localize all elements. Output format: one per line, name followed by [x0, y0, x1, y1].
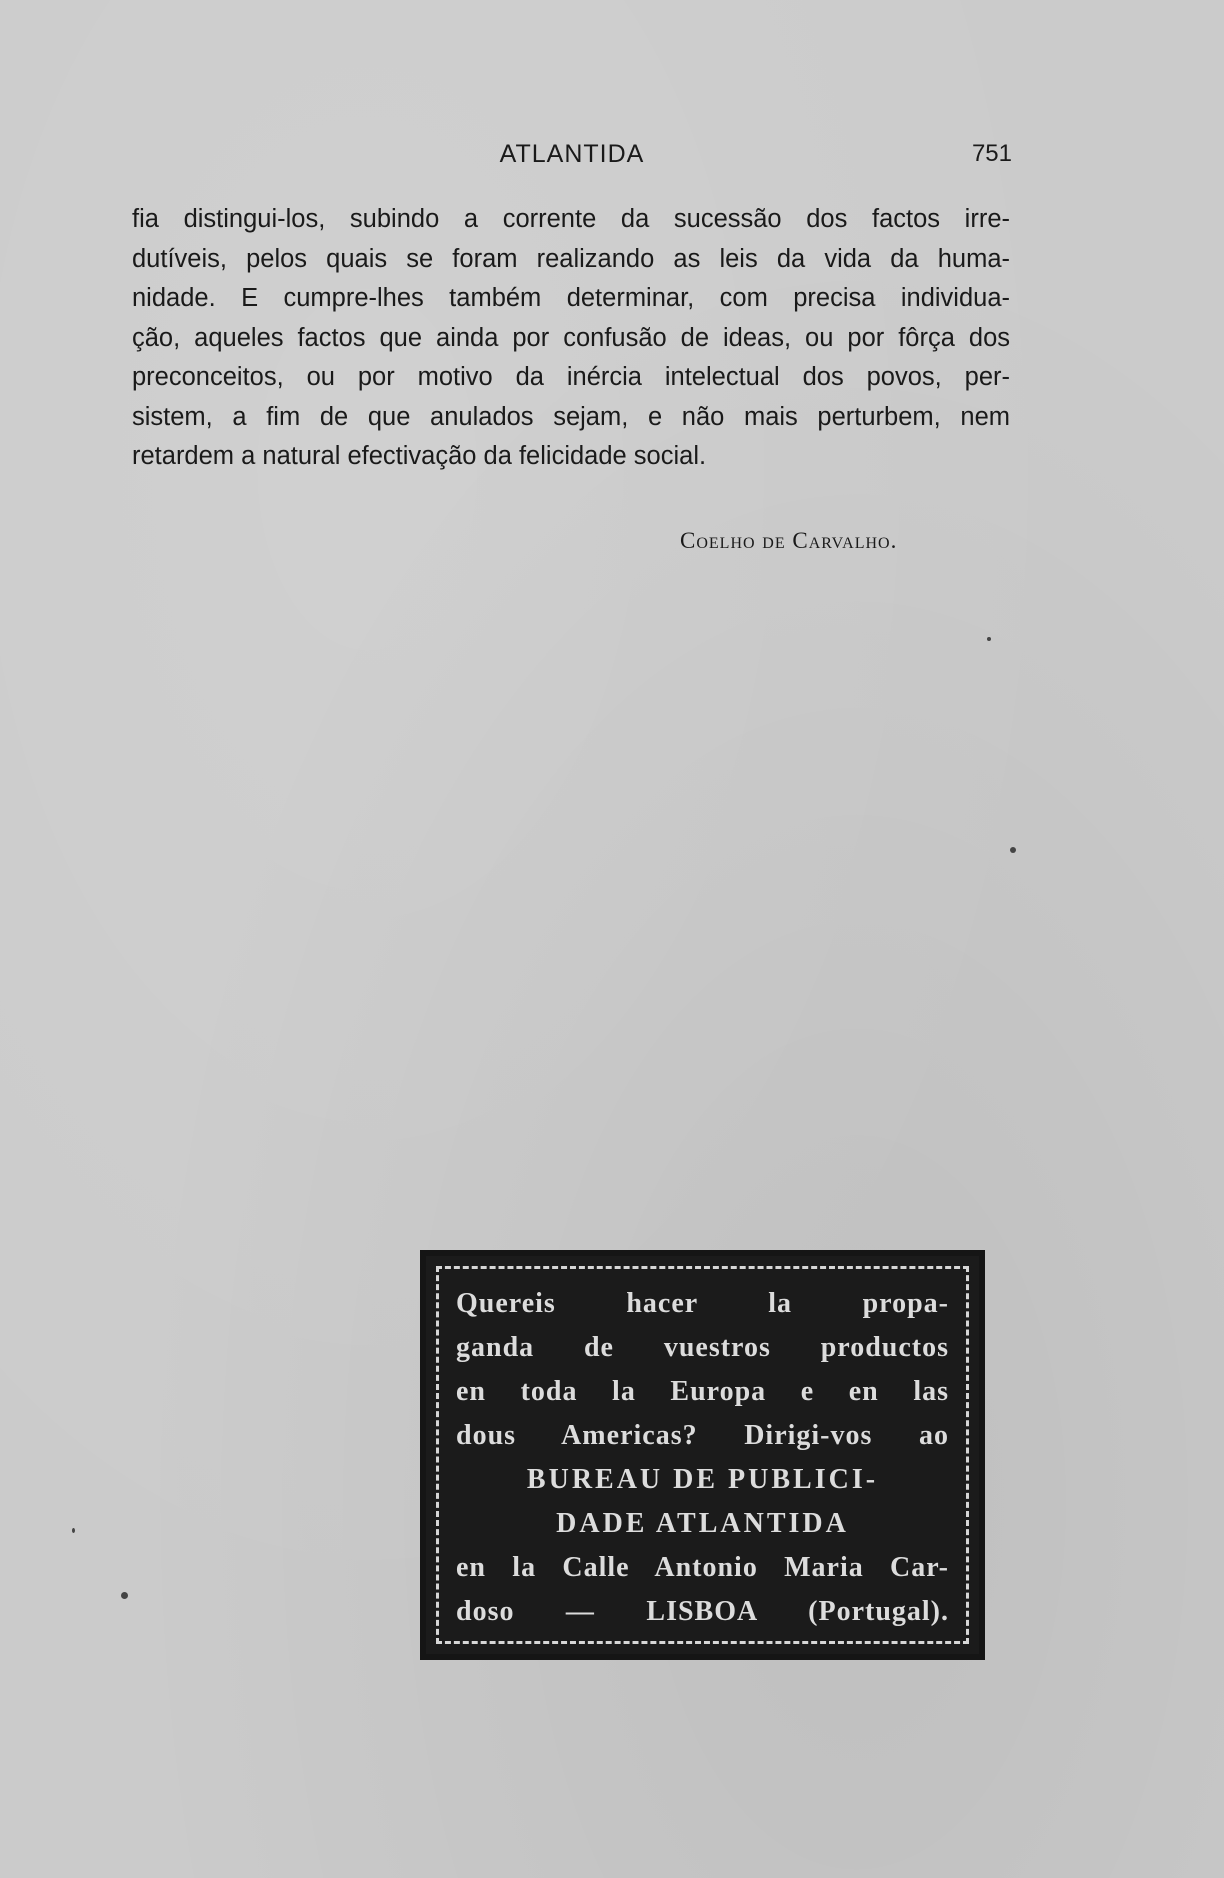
body-line: sistem, a fim de que anulados sejam, e não mais perturbem, nem	[132, 402, 1010, 431]
paper-speck	[1010, 847, 1016, 853]
body-line: preconceitos, ou por motivo da inércia intelectual dos povos, per-	[132, 363, 1010, 391]
body-paragraph	[132, 200, 1010, 477]
page-number: 751	[971, 140, 1012, 167]
advertisement-line: en toda la Europa e en las	[456, 1376, 949, 1407]
body-line: ção, aqueles factos que ainda por confusão de ideas, ou por fôrça dos	[132, 323, 1010, 352]
author-signature: Coelho de Carvalho.	[680, 528, 898, 553]
paper-speck	[987, 637, 991, 641]
paper-speck	[121, 1592, 128, 1599]
advertisement-line: ganda de vuestros productos	[456, 1332, 949, 1363]
running-title: ATLANTIDA	[499, 140, 645, 168]
body-line: fia distingui-los, subindo a corrente da sucessão dos factos irre-	[132, 205, 1010, 233]
running-head	[132, 140, 1012, 174]
advertisement-line: DADE ATLANTIDA	[556, 1508, 849, 1539]
advertisement-line: Quereis hacer la propa-	[456, 1288, 949, 1319]
body-line: dutíveis, pelos quais se foram realizando as leis da vida da huma-	[132, 244, 1010, 273]
advertisement-line: dous Americas? Dirigi-vos ao	[456, 1420, 949, 1451]
advertisement-box	[420, 1250, 985, 1660]
advertisement-line: BUREAU DE PUBLICI-	[526, 1464, 879, 1495]
body-line: nidade. E cumpre-lhes também determinar, com precisa individua-	[132, 284, 1010, 312]
paper-speck	[72, 1528, 75, 1533]
advertisement-line: doso — LISBOA (Portugal).	[456, 1596, 949, 1627]
advertisement-text	[456, 1282, 949, 1628]
body-line: retardem a natural efectivação da felicidade social.	[132, 442, 707, 470]
advertisement-line: en la Calle Antonio Maria Car-	[456, 1552, 949, 1583]
